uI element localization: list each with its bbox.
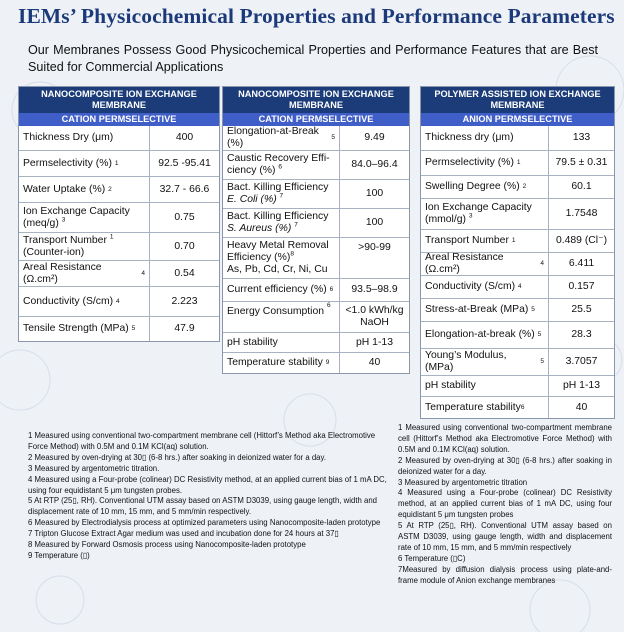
table-row: Conductivity (S/cm) 4 2.223 [19, 286, 219, 316]
table-row: Areal Resistance (Ω.cm²) 4 0.54 [19, 260, 219, 286]
table-row [223, 332, 409, 352]
table-nanocomposite-cation-1 [18, 86, 220, 342]
param-label: Current efficiency (%) [227, 284, 327, 295]
param-value: 0.70 [174, 240, 195, 252]
table-row: Temperature stability 6 40 [421, 396, 614, 418]
param-value: 93.5–98.9 [351, 284, 398, 295]
footnote: 1 Measured using conventional two-compartment membrane cell (Hittorf’s Method aka Electromotive Force Method) with 0.5M and 0.1M KCl(aq) solution. [28, 431, 376, 451]
param-value: 0.75 [174, 211, 195, 223]
table-row [19, 202, 219, 232]
footnote-ref: 3 [61, 216, 66, 224]
param-value: >90-99 [358, 242, 391, 253]
param-label: Heavy Metal Removal Efficiency (%) [227, 240, 329, 263]
table-subheader: ANION PERMSELECTIVE [421, 113, 614, 126]
param-label: Transport Number [23, 234, 107, 246]
param-label: Areal Resistance (Ω.cm²) [23, 261, 102, 285]
param-value: pH 1-13 [356, 336, 393, 348]
table-row: Young’s Modulus, (MPa) 5 3.7057 [421, 348, 614, 375]
table-row [421, 375, 614, 396]
param-value: 1.7548 [565, 208, 598, 219]
param-label: Temperature stability [425, 401, 521, 413]
param-label: Conductivity (S/cm) [23, 295, 114, 307]
param-label-line2: (Counter-ion) [23, 246, 85, 258]
table-header: NANOCOMPOSITE ION EXCHANGE MEMBRANE [223, 87, 409, 113]
table-header: NANOCOMPOSITE ION EXCHANGE MEMBRANE [19, 87, 219, 113]
param-label: Ion Exchange Capacity (meq/g) [23, 205, 130, 229]
footnote-ref: 3 [468, 212, 473, 220]
footnotes-right [398, 423, 612, 587]
param-value: 40 [368, 357, 381, 368]
param-value: 60.1 [571, 181, 592, 192]
table-row: Elongation-at-break (%) 5 28.3 [421, 321, 614, 348]
param-label: Tensile Strength (MPa) [23, 323, 129, 334]
param-label: Conductivity (S/cm) [425, 281, 516, 292]
param-label-line2: E. Coli (%) [227, 194, 277, 205]
param-value: 9.49 [364, 132, 385, 143]
param-value: 32.7 - 66.6 [159, 183, 210, 195]
param-value: 47.9 [174, 323, 195, 334]
param-value: 133 [572, 132, 591, 143]
param-label: Permselectivity (%) [425, 157, 514, 168]
table-row: Conductivity (S/cm) 4 0.157 [421, 275, 614, 298]
param-value: 6.411 [568, 258, 595, 269]
table-nanocomposite-cation-2 [222, 86, 410, 374]
table-row [223, 237, 409, 278]
table-row: Areal Resistance (Ω.cm²) 4 6.411 [421, 252, 614, 275]
footnote: 2 Measured by oven-drying at 30▯ (6-8 hrs.) after soaking in deionized water for a day. [398, 455, 612, 476]
table-row [223, 208, 409, 237]
footnote: 2 Measured by oven-drying at 30▯ (6-8 hrs.) after soaking in deionized water for a day. [28, 452, 326, 462]
param-value: <1.0 kWh/kg [345, 305, 404, 316]
param-value: 79.5 ± 0.31 [555, 157, 608, 168]
param-label: Temperature stability [227, 357, 323, 368]
footnote-ref: 7 [279, 192, 284, 200]
param-label: Water Uptake (%) [23, 183, 106, 195]
footnote-ref: 7 [294, 221, 298, 229]
param-label: Caustic Recovery Effi-ciency (%) [227, 153, 330, 176]
footnote: 8 Measured by Forward Osmosis process using Nanocomposite-laden prototype [28, 540, 306, 550]
table-row [19, 126, 219, 150]
page-title: IEMs’ Physicochemical Properties and Performance Parameters [18, 4, 615, 28]
param-label: Ion Exchange Capacity (mmol/g) [425, 202, 532, 225]
table-row: Energy Consumption 6 <1.0 kWh/kg NaOH [223, 301, 409, 332]
footnote: 7Measured by diffusion dialysis process using plate-and-frame module of Anion exchange membranes [398, 564, 612, 585]
table-subheader: CATION PERMSELECTIVE [223, 113, 409, 126]
table-row: Tensile Strength (MPa) 5 47.9 [19, 316, 219, 341]
table-row: Swelling Degree (%) 2 60.1 [421, 175, 614, 198]
param-label: Energy Consumption [227, 306, 325, 317]
table-row: Permselectivity (%) 1 79.5 ± 0.31 [421, 150, 614, 175]
table-row: Transport Number 1 0.489 (Cl⁻) [421, 229, 614, 252]
param-value: 0.489 (Cl⁻) [555, 235, 608, 246]
footnote: 5 At RTP (25▯, RH). Conventional UTM assay based on ASTM D3039, using gauge length, width and displacement rate of 10 mm, 15 mm, and 5 mm/min respectively [398, 521, 612, 552]
param-value: 84.0–96.4 [351, 159, 398, 170]
param-value: 25.5 [571, 304, 592, 315]
param-value: 3.7057 [565, 356, 598, 367]
footnote-ref: 1 [109, 233, 114, 241]
param-label: Bact. Killing Efficiency [227, 211, 329, 222]
param-label: Swelling Degree (%) [425, 181, 520, 192]
footnote: 1 Measured using conventional two-compartment membrane cell (Hittorf’s Method aka Electromotive Force Method) with 0.5M and 0.1M KCl(aq) solution. [398, 423, 612, 454]
table-row [223, 179, 409, 208]
param-label: Bact. Killing Efficiency [227, 182, 329, 193]
footnote: 7 Tripton Glucose Extract Agar medium was used and incubation done for 24 hours at 37▯ [28, 529, 339, 539]
table-row: Water Uptake (%) 2 32.7 - 66.6 [19, 176, 219, 202]
footnote: 6 Temperature (▯C) [398, 553, 466, 563]
footnote-ref: 8 [290, 250, 294, 258]
param-value: 92.5 -95.41 [158, 157, 211, 169]
table-row: Stress-at-Break (MPa) 5 25.5 [421, 298, 614, 321]
param-value: 2.223 [171, 295, 198, 307]
param-value: pH 1-13 [563, 380, 600, 391]
footnote: 5 At RTP (25▯, RH). Conventional UTM assay based on ASTM D3039, using gauge length, width and displacement rate of 10 mm, 15 mm, and 5 mm/min respectively. [28, 496, 377, 517]
footnote-ref: 6 [278, 163, 283, 171]
table-row [421, 198, 614, 229]
table-row [19, 232, 219, 260]
param-value: 0.157 [568, 281, 595, 292]
footnotes-left [28, 431, 390, 562]
table-header: POLYMER ASSISTED ION EXCHANGE MEMBRANE [421, 87, 614, 113]
param-value: 40 [575, 401, 588, 413]
table-row [223, 150, 409, 179]
param-label: Areal Resistance (Ω.cm²) [425, 252, 504, 275]
param-value: 400 [175, 132, 194, 143]
param-label: Young’s Modulus, (MPa) [425, 350, 507, 373]
table-polymer-anion [420, 86, 615, 419]
param-value-line2: NaOH [360, 317, 389, 328]
param-label: Elongation-at-Break (%) [227, 126, 319, 149]
footnote: 3 Measured by argentometric titration [398, 477, 528, 487]
footnote: 4 Measured using a Four-probe (colinear) DC Resistivity method, at an applied current bias of 1 mA DC, using four equidistant 5 μm tungsten probes [398, 488, 612, 520]
table-row [421, 126, 614, 150]
table-row: Permselectivity (%) 1 92.5 -95.41 [19, 150, 219, 176]
table-row: Current efficiency (%) 6 93.5–98.9 [223, 278, 409, 301]
page-subtitle: Our Membranes Possess Good Physicochemical Properties and Performance Features that are Best Suited for Commercial Applications [28, 43, 598, 74]
footnote: 4 Measured using a Four-probe (colinear) DC Resistivity method, at an applied current bias of 1 mA DC, using four equidistant 5 μm tungsten probes. [28, 474, 387, 495]
param-label: Stress-at-Break (MPa) [425, 304, 529, 315]
table-row: Temperature stability 9 40 [223, 352, 409, 373]
footnote: 9 Temperature (▯) [28, 550, 90, 560]
footnote: 6 Measured by Electrodialysis process at optimized parameters using Nanocomposite-laden prototype [28, 518, 381, 528]
param-label: Permselectivity (%) [23, 157, 112, 169]
table-subheader: CATION PERMSELECTIVE [19, 113, 219, 126]
param-value: 100 [365, 217, 384, 228]
param-value: 0.54 [174, 267, 195, 279]
param-label: Elongation-at-break (%) [425, 329, 535, 340]
param-label-line2: As, Pb, Cd, Cr, Ni, Cu [227, 264, 328, 275]
param-label: pH stability [425, 380, 476, 391]
param-label: Thickness Dry (μm) [23, 132, 114, 143]
param-label-line2: S. Aureus (%) [227, 223, 292, 234]
param-value: 28.3 [571, 329, 592, 340]
param-value: 100 [365, 188, 384, 199]
table-row: Elongation-at-Break (%) 5 9.49 [223, 126, 409, 150]
param-label: pH stability [227, 336, 278, 348]
param-label: Thickness dry (μm) [425, 132, 514, 143]
param-label: Transport Number [425, 235, 509, 246]
footnote: 3 Measured by argentometric titration. [28, 463, 160, 473]
